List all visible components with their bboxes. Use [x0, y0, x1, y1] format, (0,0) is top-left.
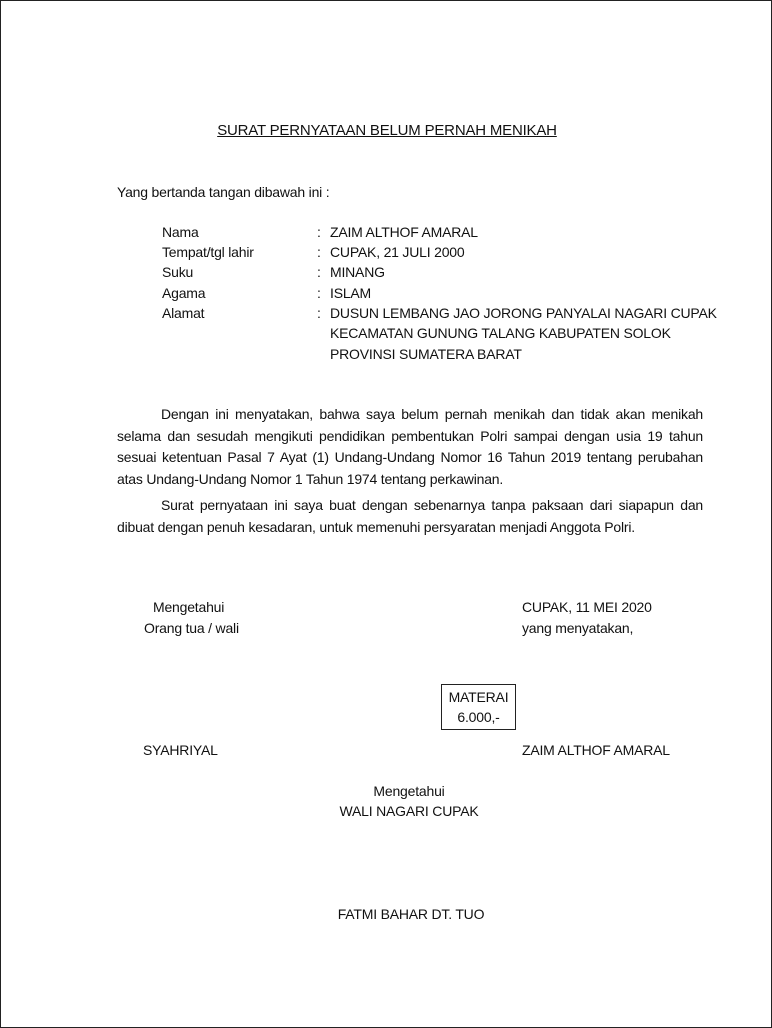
field-label-nama: Nama [162, 224, 199, 240]
materai-value: 6.000,- [457, 709, 500, 725]
field-value-suku: MINANG [330, 264, 385, 280]
field-label-agama: Agama [162, 285, 206, 301]
field-label-tempat-tgl-lahir: Tempat/tgl lahir [162, 244, 254, 260]
field-value-nama: ZAIM ALTHOF AMARAL [330, 224, 478, 240]
field-colon: : [317, 244, 321, 260]
materai-stamp-box [441, 684, 516, 730]
materai-label: MATERAI [448, 689, 509, 705]
field-colon: : [317, 305, 321, 321]
document-title: SURAT PERNYATAAN BELUM PERNAH MENIKAH [217, 122, 557, 139]
field-value-alamat-line-2: KECAMATAN GUNUNG TALANG KABUPATEN SOLOK [330, 325, 671, 341]
field-label-alamat: Alamat [162, 305, 205, 321]
right-signer-name: ZAIM ALTHOF AMARAL [522, 742, 670, 758]
field-value-agama: ISLAM [330, 285, 372, 301]
field-label-suku: Suku [162, 264, 194, 280]
left-signer-name: SYAHRIYAL [143, 742, 218, 758]
place-date: CUPAK, 11 MEI 2020 [522, 599, 652, 615]
bottom-signer-name: FATMI BAHAR DT. TUO [337, 906, 485, 922]
field-value-tempat-tgl-lahir: CUPAK, 21 JULI 2000 [330, 244, 465, 260]
field-colon: : [317, 285, 321, 301]
bottom-heading: Mengetahui [373, 783, 445, 799]
left-heading: Mengetahui [153, 599, 225, 615]
left-role: Orang tua / wali [144, 620, 239, 636]
right-role: yang menyatakan, [522, 620, 634, 636]
statement-paragraph: Dengan ini menyatakan, bahwa saya belum pernah menikah dan tidak akan menikah selama dan sesudah mengikuti pendidikan pembentukan Polri sampai dengan usia 19 tahun sesuai ketentuan Pasal 7 Ayat (1) Undang-Undang Nomor 16 Tahun 2019 tentang perubahan atas Undang-Undang Nomor 1 Tahun 1974 tentang perkawinan. [117, 406, 703, 487]
field-colon: : [317, 224, 321, 240]
field-value-alamat-line-1: DUSUN LEMBANG JAO JORONG PANYALAI NAGARI CUPAK [330, 305, 717, 321]
bottom-role: WALI NAGARI CUPAK [339, 803, 479, 819]
closing-paragraph: Surat pernyataan ini saya buat dengan sebenarnya tanpa paksaan dari siapapun dan dibuat dengan penuh kesadaran, untuk memenuhi persyaratan menjadi Anggota Polri. [117, 497, 703, 535]
intro-text: Yang bertanda tangan dibawah ini : [117, 184, 330, 200]
field-colon: : [317, 264, 321, 280]
field-value-alamat-line-3: PROVINSI SUMATERA BARAT [330, 346, 522, 362]
